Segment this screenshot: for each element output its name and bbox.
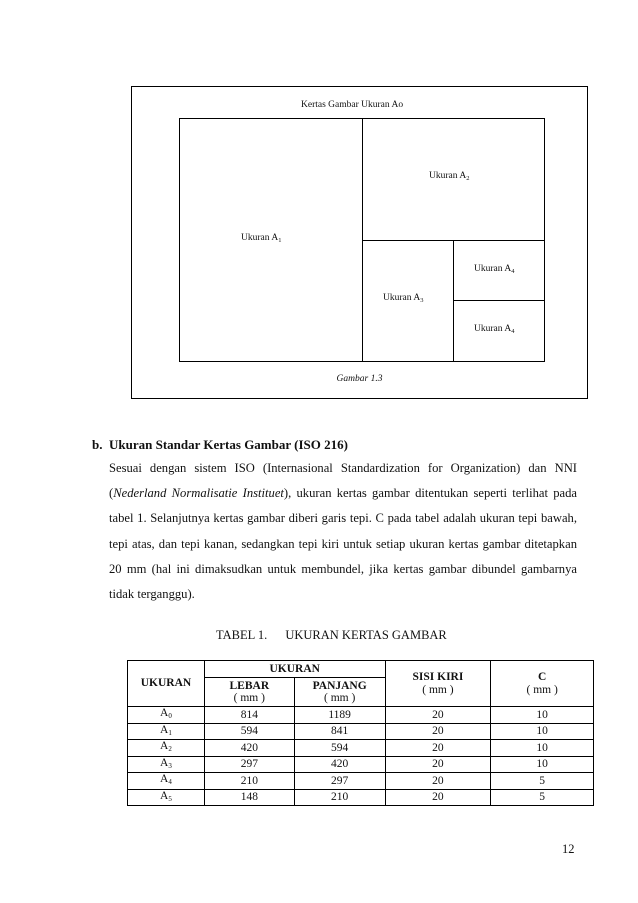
a1-region: [180, 119, 363, 361]
panjang-cell: 210: [294, 789, 385, 806]
a1-label-sub: 1: [278, 237, 282, 244]
c-cell: 5: [491, 773, 594, 790]
table-row: [128, 707, 594, 724]
sisi-kiri-cell: 20: [385, 707, 491, 724]
table-caption-number: TABEL 1.: [216, 628, 268, 642]
header-sisi-kiri: [385, 661, 491, 707]
table-row: [128, 723, 594, 740]
sisi-kiri-cell: 20: [385, 789, 491, 806]
a4-bottom-label-text: Ukuran A: [474, 324, 512, 334]
lebar-cell: 148: [204, 789, 294, 806]
table-body: [128, 707, 594, 806]
c-cell: 5: [491, 789, 594, 806]
sisi-kiri-cell: 20: [385, 723, 491, 740]
table-row: [128, 740, 594, 757]
section-marker: b.: [92, 437, 103, 452]
size-subscript: 0: [168, 712, 172, 720]
header-lebar-unit: ( mm ): [233, 692, 265, 704]
para-part1: Sesuai dengan sistem ISO (Internasional Standardization for Organization) dan NNI (: [109, 461, 577, 501]
para-italic: Nederland Normalisatie Instituet: [113, 486, 284, 501]
figure-caption: Gambar 1.3: [336, 374, 383, 384]
size-letter: A: [160, 707, 169, 719]
sisi-kiri-cell: 20: [385, 756, 491, 773]
section-heading-text: Ukuran Standar Kertas Gambar (ISO 216): [109, 437, 348, 452]
section-paragraph: [109, 456, 577, 607]
sisi-kiri-cell: 20: [385, 740, 491, 757]
a2-label: [429, 171, 469, 182]
lebar-cell: 420: [204, 740, 294, 757]
size-letter: A: [160, 723, 169, 736]
header-lebar: [204, 678, 294, 707]
a4-top-region: [453, 240, 544, 301]
header-panjang-unit: ( mm ): [323, 692, 356, 704]
size-cell: [128, 789, 205, 806]
sisi-kiri-cell: 20: [385, 773, 491, 790]
size-subscript: 5: [168, 794, 172, 803]
lebar-cell: 297: [204, 756, 294, 773]
header-c: [491, 661, 594, 707]
size-cell: [128, 773, 205, 790]
page-number: 12: [562, 842, 575, 856]
a4-bottom-region: [453, 300, 544, 361]
size-letter: A: [160, 740, 169, 752]
a0-sheet: [179, 118, 545, 362]
size-letter: A: [160, 789, 169, 802]
a1-label-text: Ukuran A: [241, 233, 279, 243]
paper-size-table: [127, 660, 594, 806]
a2-label-sub: 2: [466, 175, 470, 182]
header-sisi-kiri-unit: ( mm ): [422, 683, 454, 696]
size-letter: A: [160, 773, 169, 785]
size-cell: [128, 723, 205, 740]
lebar-cell: 814: [204, 707, 294, 724]
a4-top-label: [474, 264, 514, 275]
table-row: [128, 773, 594, 790]
c-cell: 10: [491, 740, 594, 757]
header-ukuran: UKURAN: [128, 661, 205, 707]
a1-label: [241, 233, 281, 244]
header-panjang-label: PANJANG: [312, 679, 367, 692]
c-cell: 10: [491, 756, 594, 773]
section-heading: [92, 437, 348, 453]
table-caption: [216, 628, 447, 643]
a4-bottom-label: [474, 324, 514, 335]
header-sisi-kiri-label: SISI KIRI: [412, 671, 464, 683]
size-cell: [128, 756, 205, 773]
size-subscript: 4: [168, 778, 172, 786]
lebar-cell: 210: [204, 773, 294, 790]
para-part2: ), ukuran kertas gambar ditentukan seperti terlihat pada tabel 1. Selanjutnya kertas gambar diberi garis tepi. C pada tabel adalah ukuran tepi bawah, tepi atas, dan tepi kanan, sedangkan tepi kiri untuk setiap ukuran kertas gambar ditetapkan 20 mm (hal ini dimaksudkan untuk membundel, jika kertas gambar dibundel gambarnya tidak terganggu).: [109, 486, 577, 602]
panjang-cell: 1189: [294, 707, 385, 724]
c-cell: 10: [491, 723, 594, 740]
a3-label: [383, 293, 423, 304]
header-ukuran-group: UKURAN: [204, 661, 385, 678]
panjang-cell: 841: [294, 723, 385, 740]
a2-region: [362, 119, 544, 241]
a2-label-text: Ukuran A: [429, 171, 467, 181]
size-cell: [128, 707, 205, 724]
table-caption-title: UKURAN KERTAS GAMBAR: [285, 628, 447, 642]
size-subscript: 3: [168, 761, 172, 770]
a3-label-sub: 3: [420, 297, 424, 304]
size-subscript: 2: [168, 745, 172, 753]
c-cell: 10: [491, 707, 594, 724]
table-row: [128, 756, 594, 773]
header-c-unit: ( mm ): [526, 683, 558, 696]
lebar-cell: 594: [204, 723, 294, 740]
header-c-label: C: [537, 671, 547, 683]
a3-label-text: Ukuran A: [383, 293, 421, 303]
size-letter: A: [160, 756, 169, 769]
header-lebar-label: LEBAR: [229, 679, 270, 692]
a4-top-label-sub: 4: [511, 268, 515, 275]
size-cell: [128, 740, 205, 757]
figure-title: Kertas Gambar Ukuran Ao: [301, 100, 404, 110]
table-row: [128, 789, 594, 806]
panjang-cell: 594: [294, 740, 385, 757]
figure-frame: [131, 86, 588, 399]
a4-bottom-label-sub: 4: [511, 328, 515, 335]
size-subscript: 1: [168, 728, 172, 737]
header-panjang: [294, 678, 385, 707]
panjang-cell: 420: [294, 756, 385, 773]
a3-region: [362, 240, 454, 361]
a4-top-label-text: Ukuran A: [474, 264, 512, 274]
panjang-cell: 297: [294, 773, 385, 790]
